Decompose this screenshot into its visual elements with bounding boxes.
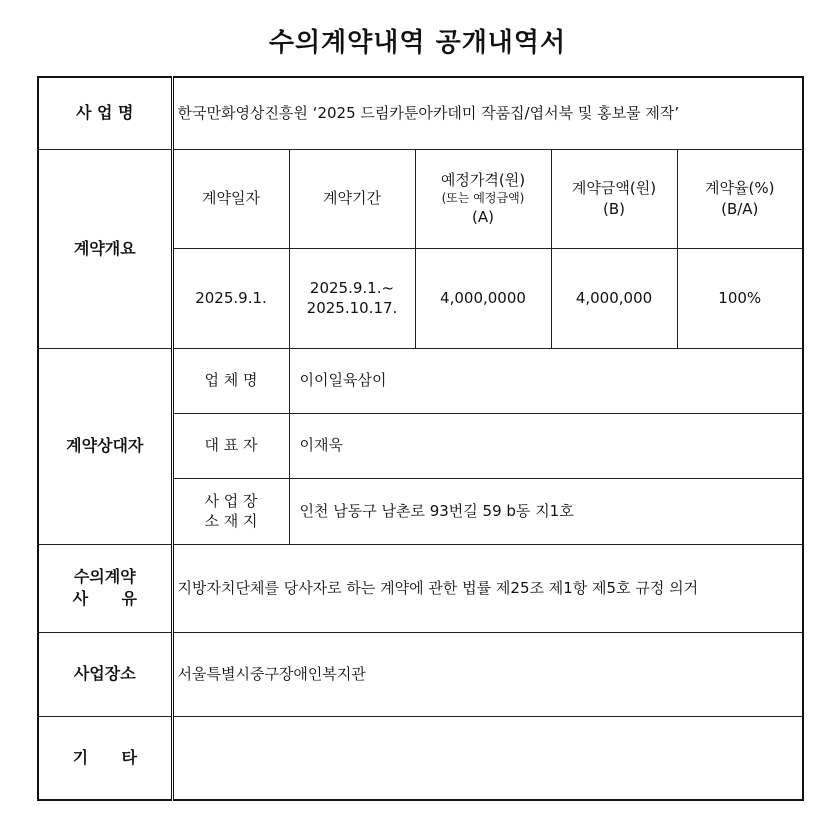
reason-value: 지방자치단체를 당사자로 하는 계약에 관한 법률 제25조 제1항 제5호 규정 의거: [172, 544, 803, 632]
etc-value: [172, 716, 803, 800]
representative-value: 이재욱: [289, 413, 803, 478]
business-name-value: 한국만화영상진흥원 ‘2025 드림카툰아카데미 작품집/엽서북 및 홍보물 제작’: [172, 77, 803, 149]
estimated-price-header: [415, 149, 551, 248]
representative-label: 대 표 자: [172, 413, 289, 478]
address-value: 인천 남동구 남촌로 93번길 59 b동 지1호: [289, 478, 803, 544]
estimated-price-value: 4,000,0000: [415, 248, 551, 348]
reason-label: [38, 544, 172, 632]
row-reason: [38, 544, 803, 632]
row-business-name: [38, 77, 803, 149]
row-counterparty-company: [38, 348, 803, 413]
contract-amount-header-line1: 계약금액(원): [571, 179, 657, 198]
contract-rate-header: [677, 149, 803, 248]
contract-period-value: [289, 248, 415, 348]
contract-date-header: 계약일자: [172, 149, 289, 248]
row-contract-overview-header: [38, 149, 803, 248]
contract-amount-value: 4,000,000: [551, 248, 677, 348]
estimated-price-header-line1: 예정가격(원): [440, 171, 526, 190]
counterparty-label: 계약상대자: [38, 348, 172, 544]
address-label: [172, 478, 289, 544]
estimated-price-header-line3: (A): [472, 207, 494, 226]
reason-label-line2: 사 유: [72, 589, 137, 608]
contract-rate-header-line1: 계약율(%): [705, 179, 775, 198]
company-label: 업 체 명: [172, 348, 289, 413]
estimated-price-header-line2: (또는 예정금액): [441, 191, 525, 206]
page-title: 수의계약내역 공개내역서: [268, 28, 567, 58]
row-etc: [38, 716, 803, 800]
contract-date-value: 2025.9.1.: [172, 248, 289, 348]
reason-label-line1: 수의계약: [73, 567, 136, 587]
contract-overview-label: 계약개요: [38, 149, 172, 348]
contract-period-line1: 2025.9.1.~: [309, 278, 395, 297]
contract-period-header: 계약기간: [289, 149, 415, 248]
address-label-line1: 사 업 장: [204, 491, 258, 510]
contract-rate-header-line2: (B/A): [721, 199, 759, 218]
disclosure-table: [37, 76, 804, 801]
contract-rate-value: 100%: [677, 248, 803, 348]
business-name-label: 사 업 명: [38, 77, 172, 149]
contract-amount-header-line2: (B): [603, 199, 625, 218]
etc-label: 기 타: [38, 716, 172, 800]
contract-period-line2: 2025.10.17.: [306, 299, 398, 317]
contract-amount-header: [551, 149, 677, 248]
place-value: 서울특별시중구장애인복지관: [172, 632, 803, 716]
address-label-line2: 소 재 지: [204, 512, 258, 530]
row-place: [38, 632, 803, 716]
place-label: 사업장소: [38, 632, 172, 716]
company-value: 이이일육삼이: [289, 348, 803, 413]
